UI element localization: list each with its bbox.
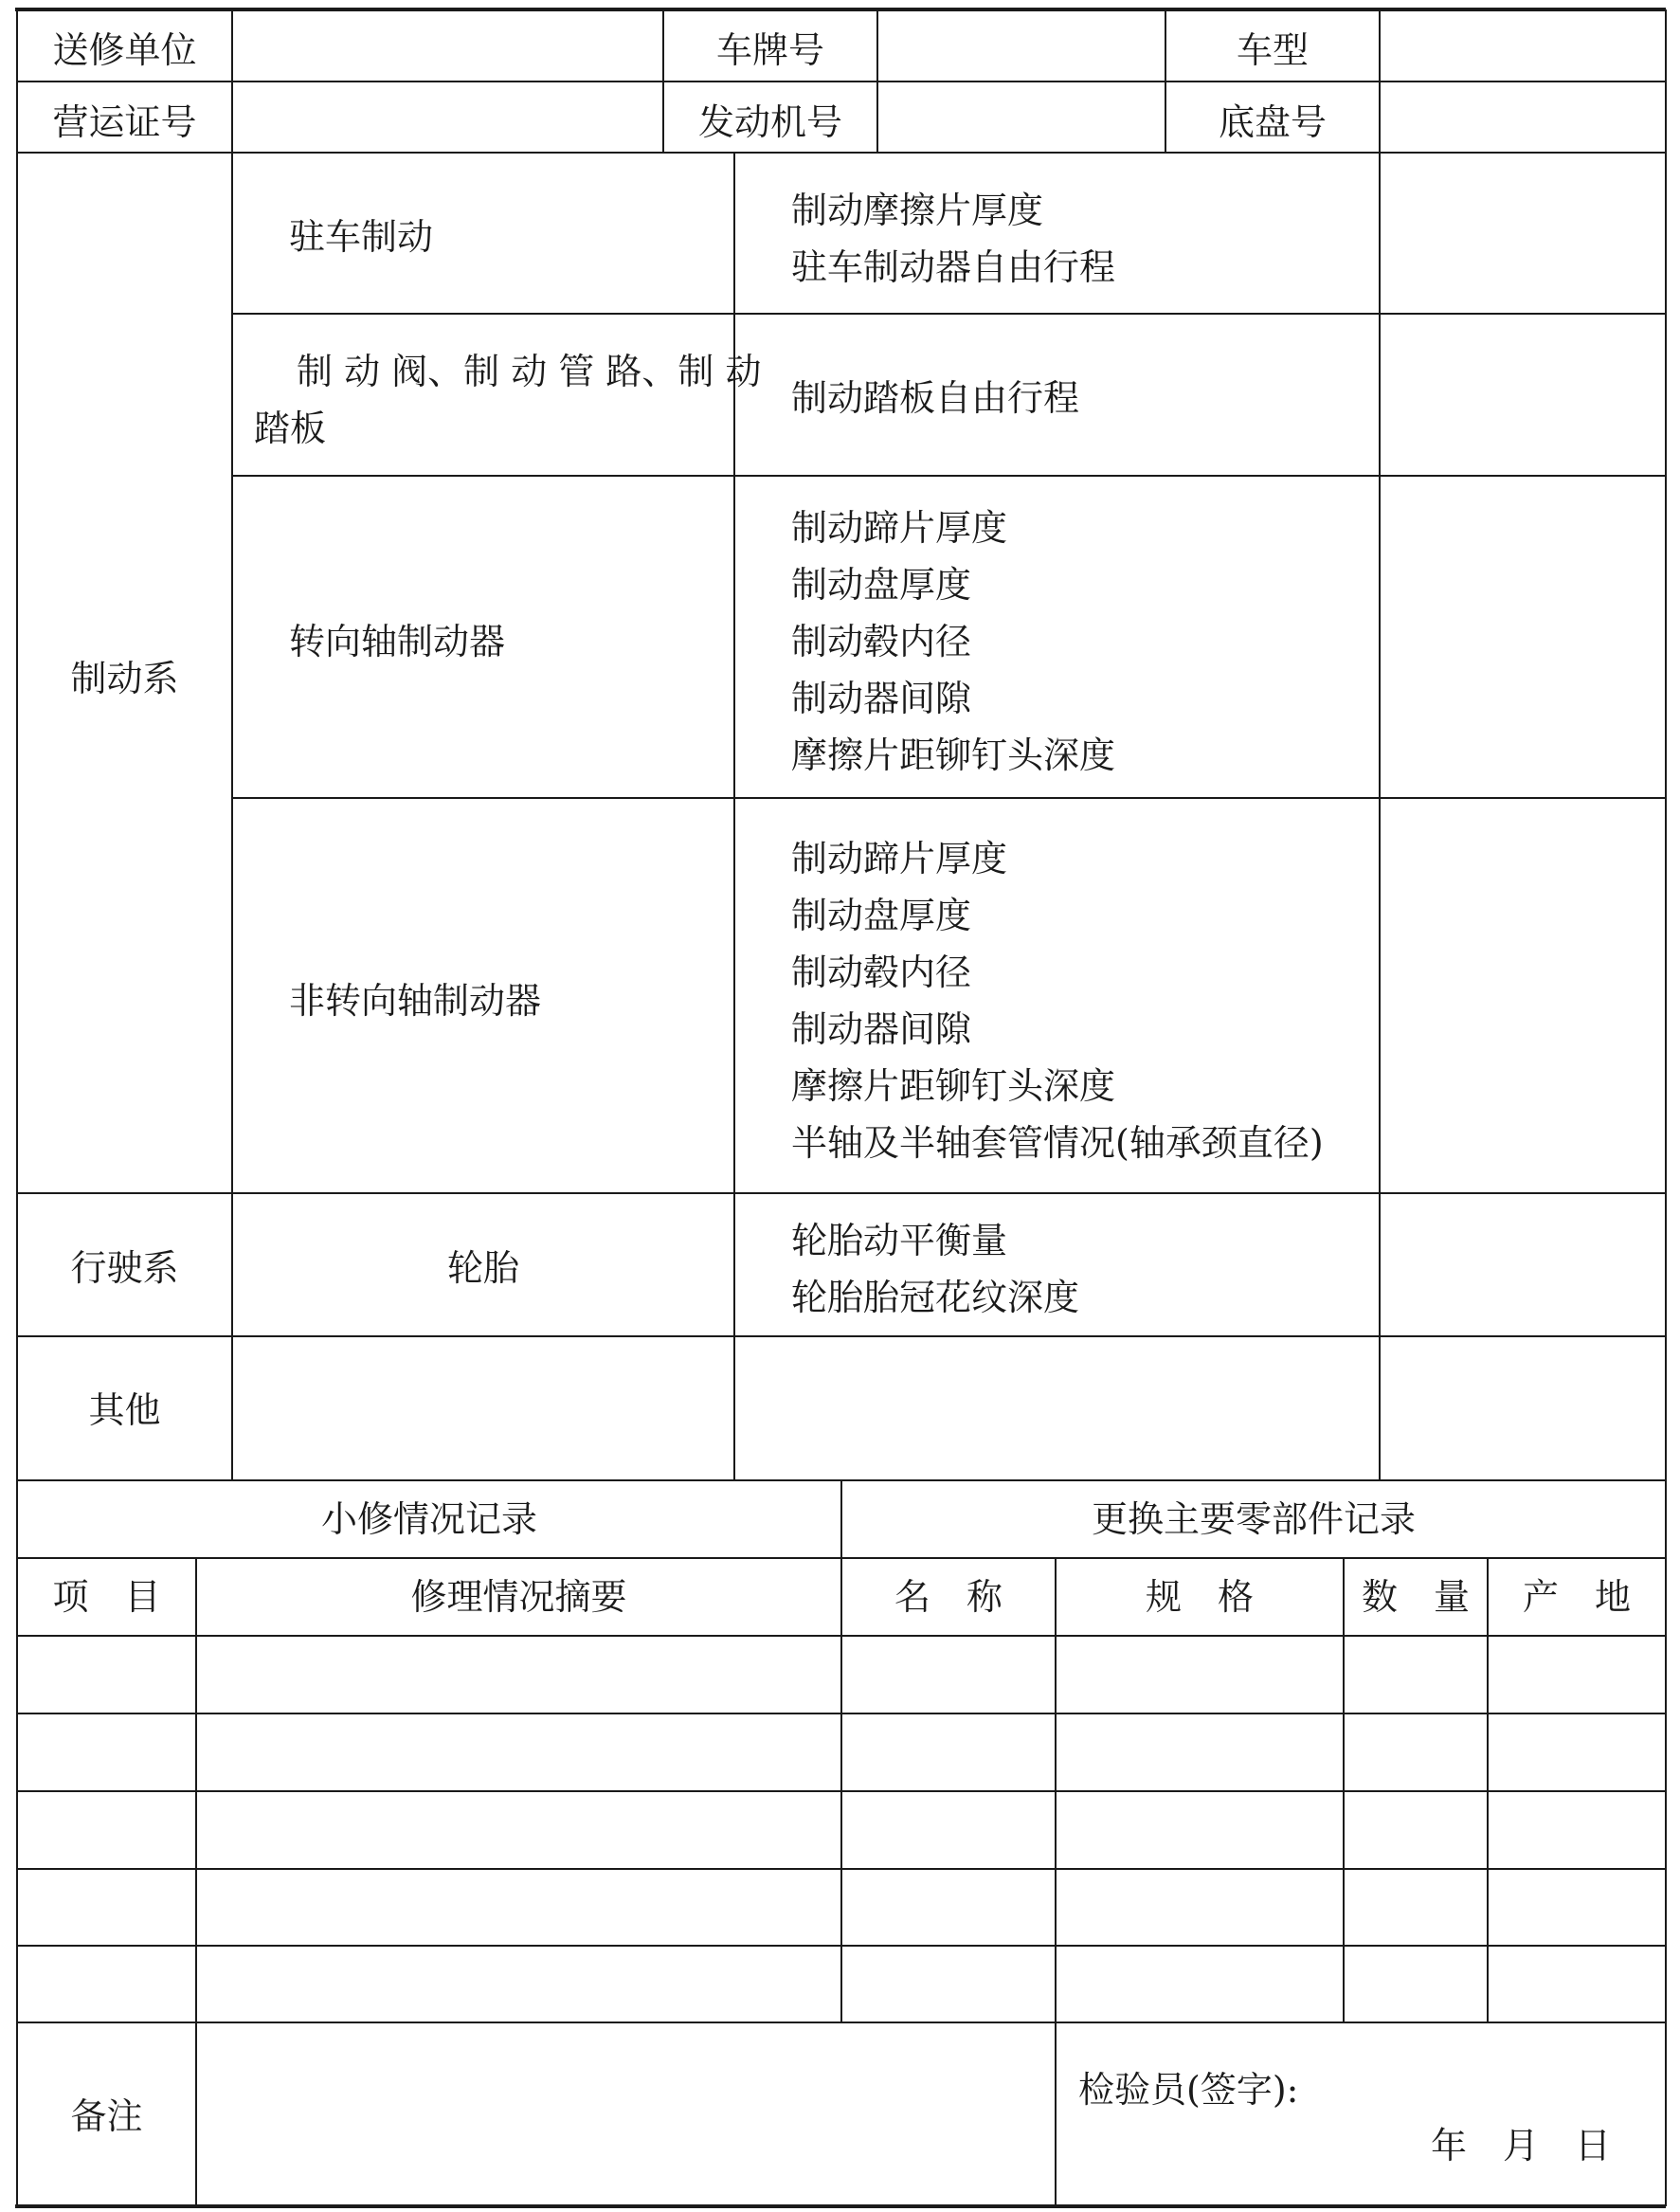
brake-valve-result[interactable] xyxy=(1382,316,1664,474)
check-item: 制动盘厚度 xyxy=(791,895,972,936)
check-item: 制动摩擦片厚度 xyxy=(791,190,1044,231)
check-item: 制动毂内径 xyxy=(791,952,972,993)
minor-repair-title: 小修情况记录 xyxy=(320,1498,537,1540)
brake-valve-label-line2: 踏板 xyxy=(254,408,327,449)
check-item: 制动踏板自由行程 xyxy=(791,377,1080,419)
tire-checks xyxy=(791,1212,1079,1326)
plate-label: 车牌号 xyxy=(715,29,824,71)
chassis-field[interactable] xyxy=(1382,94,1664,151)
chassis-label: 底盘号 xyxy=(1218,101,1327,143)
table-row[interactable] xyxy=(17,1946,1666,2022)
inspection-date-label: 年 月 日 xyxy=(1431,2125,1612,2167)
parking-brake-result[interactable] xyxy=(1382,154,1664,312)
col-summary-header: 修理情况摘要 xyxy=(410,1576,627,1618)
send-unit-field[interactable] xyxy=(234,22,660,79)
tire-label: 轮胎 xyxy=(446,1247,519,1289)
model-label: 车型 xyxy=(1236,29,1309,71)
check-item: 半轴及半轴套管情况(轴承颈直径) xyxy=(791,1122,1324,1164)
running-system-label: 行驶系 xyxy=(70,1247,179,1289)
col-origin-header: 产 地 xyxy=(1522,1576,1631,1618)
other-component-field[interactable] xyxy=(234,1338,732,1478)
brake-valve-label-line1: 制 动 阀、制 动 管 路、制 动 xyxy=(297,351,762,392)
permit-label: 营运证号 xyxy=(52,101,197,143)
plate-field[interactable] xyxy=(879,22,1164,79)
parts-replace-title: 更换主要零部件记录 xyxy=(1091,1498,1416,1540)
check-item: 摩擦片距铆钉头深度 xyxy=(791,734,1116,776)
steering-axle-brake-result[interactable] xyxy=(1382,478,1664,796)
col-item-header: 项 目 xyxy=(52,1576,161,1618)
col-name-header: 名 称 xyxy=(894,1576,1003,1618)
check-item: 制动毂内径 xyxy=(791,621,972,662)
steering-axle-brake-label: 转向轴制动器 xyxy=(289,621,506,662)
engine-label: 发动机号 xyxy=(697,101,842,143)
parking-brake-label: 驻车制动 xyxy=(289,216,434,258)
table-row[interactable] xyxy=(17,1636,1666,1713)
col-qty-header: 数 量 xyxy=(1361,1576,1470,1618)
col-spec-header: 规 格 xyxy=(1145,1576,1254,1618)
non-steering-axle-brake-checks xyxy=(791,830,1324,1171)
permit-field[interactable] xyxy=(234,94,660,151)
remarks-label: 备注 xyxy=(70,2095,143,2137)
send-unit-label: 送修单位 xyxy=(52,29,197,71)
inspector-signature-label: 检验员(签字): xyxy=(1078,2069,1299,2111)
parking-brake-checks xyxy=(791,182,1115,296)
check-item: 制动蹄片厚度 xyxy=(791,838,1008,879)
model-field[interactable] xyxy=(1382,22,1664,79)
engine-field[interactable] xyxy=(879,94,1164,151)
other-check-field[interactable] xyxy=(736,1338,1378,1478)
non-steering-axle-brake-label: 非转向轴制动器 xyxy=(289,980,542,1022)
check-item: 制动盘厚度 xyxy=(791,564,972,606)
remarks-field[interactable] xyxy=(198,2024,1054,2204)
non-steering-axle-brake-result[interactable] xyxy=(1382,800,1664,1191)
brake-system-label: 制动系 xyxy=(70,658,179,699)
other-label: 其他 xyxy=(88,1389,161,1431)
tire-result[interactable] xyxy=(1382,1195,1664,1334)
table-row[interactable] xyxy=(17,1869,1666,1946)
check-item: 驻车制动器自由行程 xyxy=(791,246,1116,288)
check-item: 摩擦片距铆钉头深度 xyxy=(791,1065,1116,1107)
other-result-field[interactable] xyxy=(1382,1338,1664,1478)
check-item: 制动器间隙 xyxy=(791,678,972,719)
check-item: 制动蹄片厚度 xyxy=(791,507,1008,549)
check-item: 轮胎胎冠花纹深度 xyxy=(791,1277,1080,1318)
check-item: 轮胎动平衡量 xyxy=(791,1220,1008,1261)
brake-valve-checks xyxy=(791,370,1079,426)
brake-valve-label xyxy=(254,343,761,457)
steering-axle-brake-checks xyxy=(791,499,1115,784)
table-row[interactable] xyxy=(17,1791,1666,1869)
table-row[interactable] xyxy=(17,1713,1666,1791)
check-item: 制动器间隙 xyxy=(791,1008,972,1050)
